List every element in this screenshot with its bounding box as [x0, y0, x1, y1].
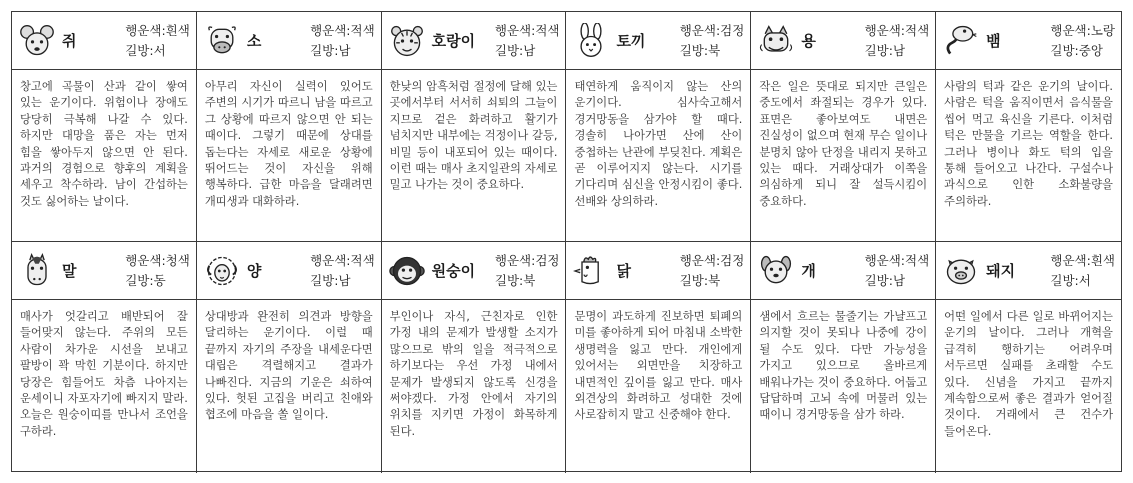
animal-name: 토끼 [616, 32, 646, 50]
animal-name: 닭 [616, 262, 631, 280]
fortune-text: 어떤 일에서 다른 일로 바뀌어지는 운기의 날이다. 그러나 개혁을 급격히 행하기는 어려우며 서두르면 실패를 초래할 수도 있다. 신념을 가지고 끝까지 계속함으로써 좋은 결과가 얻어질 것이다. 거래에서 큰 건수가 들어온다. [944, 310, 1113, 438]
lucky-direction: 길방:중앙 [1050, 42, 1103, 58]
animal-name: 돼지 [986, 262, 1016, 280]
zodiac-card [382, 12, 567, 242]
luck-info [495, 21, 560, 61]
zodiac-card [751, 12, 936, 242]
animal-name: 뱀 [986, 32, 1001, 50]
lucky-direction: 길방:서 [125, 42, 166, 58]
zodiac-card [197, 242, 382, 473]
zodiac-card [382, 242, 567, 473]
lucky-color: 행운색:적색 [864, 252, 930, 268]
fortune-text: 태연하게 움직이지 않는 산의 운기이다. 심사숙고해서 경거망동을 삼가야 할 때다. 경솔히 나아가면 산에 산이 중첩하는 난관에 부딪친다. 계획은 곧 이루어지지 않는다. 시기를 기다리며 심신을 안정시킴이 좋다. 선배와 상의하라. [574, 80, 743, 208]
animal-name: 소 [246, 32, 262, 50]
animal-name: 용 [801, 32, 816, 50]
card-header [936, 242, 1121, 300]
lucky-direction: 길방:남 [494, 42, 536, 58]
card-header [751, 12, 935, 70]
zodiac-card [12, 12, 197, 242]
sheep-icon [203, 252, 241, 290]
luck-info [680, 251, 745, 291]
lucky-direction: 길방:북 [679, 42, 721, 58]
monkey-icon [388, 252, 426, 290]
lucky-direction: 길방:남 [864, 42, 906, 58]
zodiac-card [566, 12, 751, 242]
card-header [382, 12, 566, 70]
rabbit-icon [572, 22, 610, 60]
lucky-color: 행운색:적색 [310, 22, 375, 38]
animal-name: 쥐 [62, 32, 77, 50]
horse-icon [18, 252, 56, 290]
luck-info [865, 251, 930, 291]
card-header [751, 242, 935, 300]
luck-info [125, 21, 190, 61]
card-header [382, 242, 566, 300]
pig-icon [942, 252, 980, 290]
lucky-direction: 길방:동 [125, 272, 166, 288]
rooster-icon [572, 252, 610, 290]
lucky-color: 행운색:노랑 [1050, 22, 1115, 38]
fortune-text: 작은 일은 뜻대로 되지만 큰일은 중도에서 좌절되는 경우가 있다. 표면은 좋아보여도 내면은 진실성이 없으며 현재 무슨 일이나 분명치 않아 단정을 내리지 못하고 있는 때다. 거래상대가 이쪽을 의심하게 되니 잘 설득시킴이 중요하다. [759, 80, 928, 208]
card-header [566, 242, 750, 300]
fortune-text: 상대방과 완전히 의견과 방향을 달리하는 운기이다. 이럴 때 끝까지 자기의 주장을 내세운다면 대립은 격렬해지고 결과가 나빠진다. 지금의 기운은 쇠하여 있다. 헛된 고집을 버리고 친애와 협조에 마음을 쏠 일이다. [204, 310, 373, 422]
zodiac-card [12, 242, 197, 473]
fortune-text: 창고에 곡물이 산과 같이 쌓여 있는 운기이다. 위험이나 장애도 당당히 극복해 나갈 수 있다. 하지만 대망을 품은 자는 먼저 힘을 쌓아두지 않으면 안 된다. 과거의 경험으로 향후의 계획을 세우고 착수하라. 남이 간섭하는 것도 싫어하는 날이다. [20, 80, 188, 208]
lucky-color: 행운색:검정 [679, 252, 745, 268]
luck-info [310, 251, 375, 291]
lucky-direction: 길방:북 [679, 272, 721, 288]
card-header [12, 242, 196, 300]
animal-name: 개 [801, 262, 816, 280]
lucky-color: 행운색:청색 [125, 252, 190, 268]
luck-info [680, 21, 745, 61]
fortune-text: 부인이나 자식, 근친자로 인한 가정 내의 문제가 발생할 소지가 많으므로 밖의 일을 적극적으로 하기보다는 우선 가정 내에서 문제가 발생되지 않도록 신경을 써야겠다. 가정 안에서 자기의 위치를 지키면 가정이 화목하게 된다. [389, 310, 558, 438]
luck-info [865, 21, 930, 61]
fortune-text: 아무리 자신이 실력이 있어도 주변의 시기가 따르니 남을 따르고 그 상황에 따르지 않으면 안 되는 때이다. 그렇기 때문에 상대를 돕는다는 자세로 새로운 상황에 뛰어드는 것이 자신을 위해 행복하다. 급한 마음을 달래려면 개띠생과 대화하라. [204, 80, 373, 208]
lucky-color: 행운색:적색 [864, 22, 930, 38]
lucky-color: 행운색:검정 [679, 22, 745, 38]
lucky-direction: 길방:서 [1050, 272, 1091, 288]
luck-info [1050, 21, 1115, 61]
zodiac-card [936, 12, 1121, 242]
lucky-direction: 길방:남 [864, 272, 906, 288]
animal-name: 호랑이 [431, 32, 476, 50]
fortune-text: 한낮의 암흑처럼 절정에 달해 있는 곳에서부터 서서히 쇠퇴의 그늘이 지므로 겉은 화려하고 활기가 넘치지만 내부에는 걱정이나 갈등, 비밀 등이 내포되어 있는 때이다. 이런 때는 매사 초지일관의 자세로 밀고 나가는 것이 중요하다. [389, 80, 558, 192]
card-header [197, 242, 381, 300]
fortune-text: 매사가 엇갈리고 배반되어 잘 들어맞지 않는다. 주위의 모든 사람이 차가운 시선을 보내고 팔방이 꽉 막힌 기분이다. 하지만 당장은 힘들어도 차츰 나아지는 운세이니 자포자기에 빠지지 말라. 오늘은 원숭이띠를 만나서 조언을 구하라. [20, 310, 188, 438]
animal-name: 양 [246, 262, 262, 280]
zodiac-card [751, 242, 936, 473]
cow-icon [203, 22, 241, 60]
card-header [12, 12, 196, 70]
zodiac-card [197, 12, 382, 242]
fortune-text: 문명이 과도하게 진보하면 퇴폐의 미를 좋아하게 되어 마침내 소박한 생명력을 잃고 만다. 개인에게 있어서는 외면만을 치장하고 내면적인 깊이를 잃고 만다. 매사 외견상의 화려하고 성대한 것에 사로잡히지 말고 신중해야 한다. [574, 310, 743, 422]
lucky-color: 행운색:검정 [494, 252, 560, 268]
lucky-color: 행운색:적색 [310, 252, 375, 268]
luck-info [125, 251, 190, 291]
mouse-icon [18, 22, 56, 60]
fortune-text: 사람의 턱과 같은 운기의 날이다. 사람은 턱을 움직이면서 음식물을 씹어 먹고 육신을 기른다. 이처럼 턱은 만물을 기르는 역할을 한다. 그러나 병이나 화도 턱의 입을 통해 들어오고 나간다. 구설수나 과식으로 인한 소화불량을 주의하라. [944, 80, 1113, 208]
luck-info [1050, 251, 1115, 291]
lucky-color: 행운색:흰색 [125, 22, 190, 38]
card-header [936, 12, 1121, 70]
lucky-direction: 길방:남 [310, 42, 351, 58]
zodiac-card [566, 242, 751, 473]
fortune-text: 샘에서 흐르는 물줄기는 가냘프고 의지할 것이 못되나 나중에 강이 될 수도 있다. 다만 가능성을 가지고 있으므로 올바르게 배워나가는 것이 중요하다. 어둡고 답답하며 고뇌 속에 머물러 있는 때이니 경거망동을 삼가 하라. [759, 310, 928, 422]
dog-icon [757, 252, 795, 290]
zodiac-fortune-grid [11, 11, 1122, 472]
card-header [197, 12, 381, 70]
luck-info [310, 21, 375, 61]
lucky-direction: 길방:남 [310, 272, 351, 288]
lucky-color: 행운색:흰색 [1050, 252, 1115, 268]
animal-name: 원숭이 [431, 262, 476, 280]
animal-name: 말 [62, 262, 77, 280]
zodiac-card [936, 242, 1121, 473]
lucky-direction: 길방:북 [494, 272, 536, 288]
luck-info [495, 251, 560, 291]
card-header [566, 12, 750, 70]
tiger-icon [388, 22, 426, 60]
dragon-icon [757, 22, 795, 60]
snake-icon [942, 22, 980, 60]
lucky-color: 행운색:적색 [494, 22, 560, 38]
